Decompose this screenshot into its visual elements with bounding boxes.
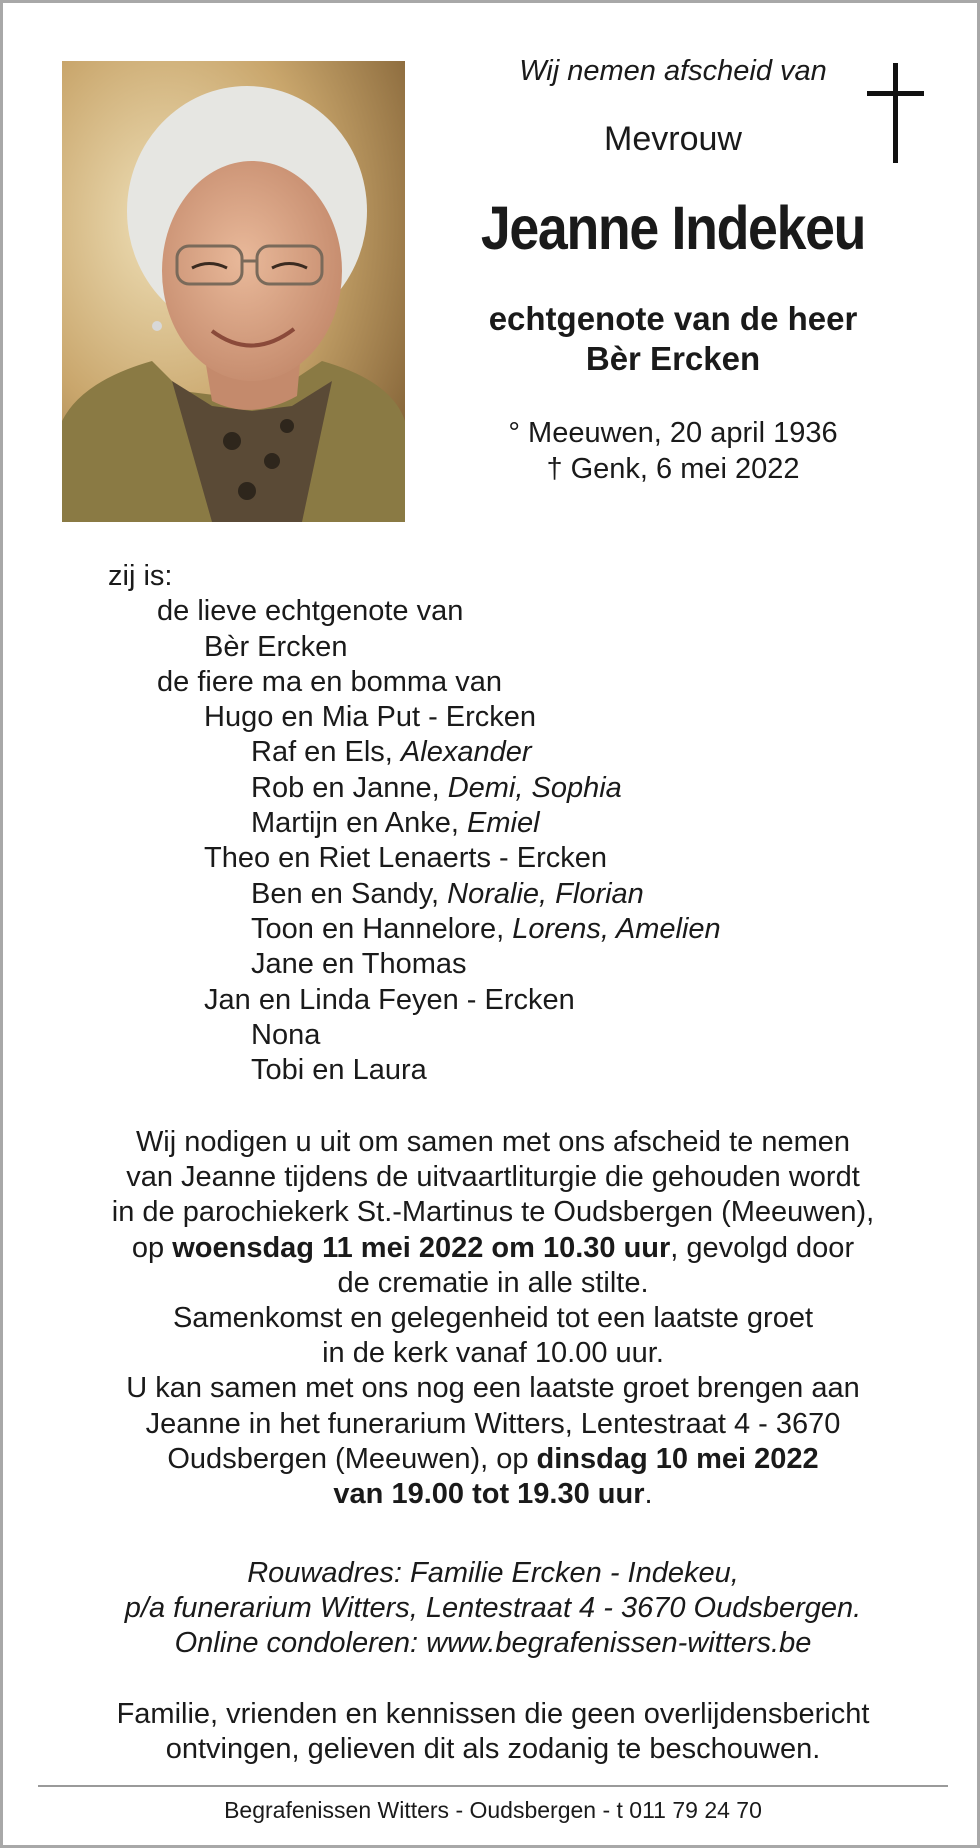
family-row: Toon en Hannelore, Lorens, Amelien xyxy=(251,912,721,945)
family-row: Ben en Sandy, Noralie, Florian xyxy=(251,877,644,910)
visitation-date: dinsdag 10 mei 2022 xyxy=(536,1442,819,1475)
spouse-info xyxy=(443,299,903,379)
funeral-home-footer: Begrafenissen Witters - Oudsbergen - t 011 79 24 70 xyxy=(224,1797,762,1823)
spouse-line: echtgenote van de heer xyxy=(488,300,858,337)
portrait-photo xyxy=(62,61,405,522)
condolence-link[interactable]: Online condoleren: www.begrafenissen-witters.be xyxy=(174,1627,812,1660)
deceased-name: Jeanne Indekeu xyxy=(480,194,866,262)
grandchildren-names: Alexander xyxy=(400,736,532,769)
family-row: Martijn en Anke, Emiel xyxy=(251,807,540,840)
family-row: Hugo en Mia Put - Ercken xyxy=(204,701,537,734)
grandchildren-names: Emiel xyxy=(467,807,540,840)
visitation-time: van 19.00 tot 19.30 uur xyxy=(333,1478,645,1511)
mourning-address: Rouwadres: Familie Ercken - Indekeu, p/a funerarium Witters, Lentestraat 4 - 3670 Oudsbergen. Online condoleren: www.begrafenissen-witters.be xyxy=(43,1556,943,1662)
family-list xyxy=(108,559,721,1088)
family-row: Tobi en Laura xyxy=(251,1054,427,1087)
spouse-name: Bèr Ercken xyxy=(585,340,761,377)
ceremony-datetime: woensdag 11 mei 2022 om 10.30 uur xyxy=(172,1231,671,1264)
footer-divider xyxy=(38,1785,948,1787)
family-row: Bèr Ercken xyxy=(204,630,348,663)
family-row: Jan en Linda Feyen - Ercken xyxy=(204,983,575,1016)
family-row: Theo en Riet Lenaerts - Ercken xyxy=(204,842,607,875)
family-row: Raf en Els, Alexander xyxy=(251,736,532,769)
family-row: Jane en Thomas xyxy=(251,948,467,981)
birth-date: ° Meeuwen, 20 april 1936 xyxy=(508,417,838,449)
death-date: † Genk, 6 mei 2022 xyxy=(546,453,800,485)
grandchildren-names: Noralie, Florian xyxy=(447,877,644,910)
family-row: de fiere ma en bomma van xyxy=(157,665,502,698)
salutation: Mevrouw xyxy=(604,120,742,158)
life-dates xyxy=(443,415,903,487)
family-intro: zij is: xyxy=(108,560,173,592)
family-row: de lieve echtgenote van xyxy=(157,595,464,628)
funeral-invitation: Wij nodigen u uit om samen met ons afscheid te nemen van Jeanne tijdens de uitvaartliturgie die gehouden wordt in de parochiekerk St.-Martinus te Oudsbergen (Meeuwen), op woensdag 11 mei 2022 om 10.30 uur, gevolgd door de crematie in alle stilte. Samenkomst en gelegenheid tot een laatste groet in de kerk vanaf 10.00 uur. U kan samen met ons nog een laatste groet brengen aan Jeanne in het funerarium Witters, Lentestraat 4 - 3670 Oudsbergen (Meeuwen), op dinsdag 10 mei 2022 van 19.00 tot 19.30 uur. xyxy=(111,1126,875,1511)
family-row: Rob en Janne, Demi, Sophia xyxy=(251,771,622,804)
grandchildren-names: Demi, Sophia xyxy=(447,771,622,804)
grandchildren-names: Lorens, Amelien xyxy=(512,912,721,945)
family-row: Nona xyxy=(251,1018,321,1051)
notice-text: Familie, vrienden en kennissen die geen overlijdensbericht ontvingen, gelieven dit als zodanig te beschouwen. xyxy=(116,1698,870,1766)
intro-text: Wij nemen afscheid van xyxy=(519,55,827,87)
